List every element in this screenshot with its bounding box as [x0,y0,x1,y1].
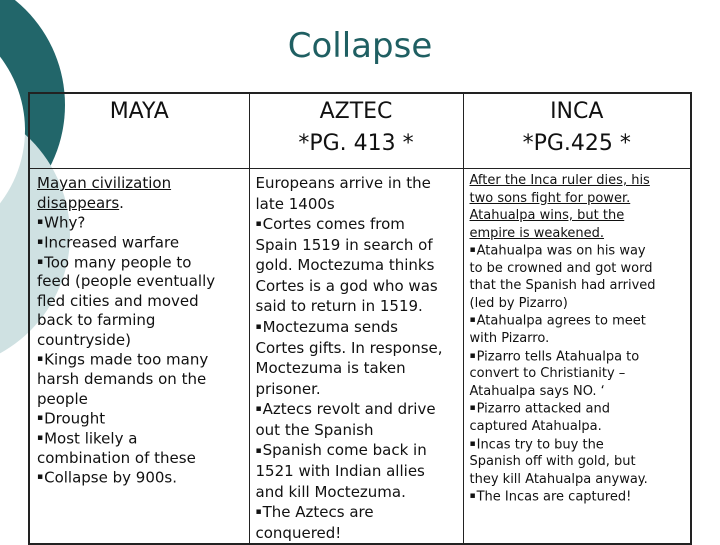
content-row [29,169,691,545]
inca-bullet-item: ▪Pizarro tells Atahualpa to [469,348,640,364]
header-maya [29,93,249,169]
inca-line: (led by Pizarro) [469,295,568,311]
bullet-icon: ▪ [37,432,44,443]
aztec-cell [249,169,463,545]
aztec-bullet-item: ▪Moctezuma sends [255,317,398,336]
bullet-icon: ▪ [255,404,262,415]
maya-line: harsh demands on the [37,370,207,388]
bullet-icon: ▪ [469,491,476,502]
aztec-bullet-item: ▪The Aztecs are [255,503,374,521]
inca-bullet-item: ▪The Incas are captured! [469,489,632,505]
aztec-line: Spain 1519 in search of [255,235,433,254]
maya-cell [29,169,249,545]
aztec-line: Moctezuma is taken [255,359,406,377]
inca-line: Spanish off with gold, but [469,454,636,470]
inca-line: Atahualpa wins, but the [469,208,625,223]
header-inca-label: INCA [550,99,604,124]
maya-bullet-item: ▪Too many people to [37,252,192,271]
bullet-icon: ▪ [255,322,262,332]
aztec-line: out the Spanish [255,420,374,439]
inca-bullet-item: ▪Incas try to buy the [469,436,604,452]
maya-bullet-item: ▪Kings made too many [37,350,209,369]
aztec-line: 1521 with Indian allies [255,462,425,480]
inca-line: convert to Christianity – [469,366,626,382]
aztec-line: and kill Moctezuma. [255,482,406,501]
inca-line: to be crowned and got word [469,260,653,276]
bullet-icon: ▪ [469,403,476,414]
bullet-icon: ▪ [469,350,476,361]
bullet-icon: ▪ [37,354,44,365]
bullet-icon: ▪ [37,217,44,227]
header-aztec [249,93,463,169]
maya-bullet-item: ▪Collapse by 900s. [37,468,177,487]
inca-bullet-item: ▪Pizarro attacked and [469,401,611,417]
header-inca-page: *PG.425 * [522,131,631,156]
inca-line: two sons fight for power. [469,190,631,206]
header-maya-label: MAYA [109,99,169,124]
aztec-line: Cortes gifts. In response, [255,338,443,357]
maya-line: countryside) [37,330,131,349]
aztec-line: Europeans arrive in the [255,174,431,192]
inca-line: empire is weakened. [469,225,605,241]
bullet-icon: ▪ [469,245,476,255]
inca-line: with Pizarro. [469,331,550,346]
maya-line: disappears. [37,193,124,212]
maya-bullet-item: ▪Most likely a [37,429,138,447]
comparison-table [28,92,692,545]
header-row [29,93,691,169]
bullet-icon: ▪ [469,438,476,449]
aztec-line: late 1400s [255,194,335,213]
maya-line: people [37,389,88,408]
inca-line: After the Inca ruler dies, his [469,173,650,188]
aztec-line: Cortes is a god who was [255,276,438,295]
aztec-bullet-item: ▪Spanish come back in [255,441,427,460]
inca-line: that the Spanish had arrived [469,278,656,294]
inca-cell [463,169,691,545]
aztec-line: prisoner. [255,379,321,398]
bullet-icon: ▪ [255,507,262,518]
aztec-line: said to return in 1519. [255,297,423,316]
maya-bullet-item: ▪Drought [37,409,106,428]
slide-title: Collapse [287,26,433,66]
maya-line: fled cities and moved [37,291,199,310]
aztec-line: gold. Moctezuma thinks [255,256,435,275]
bullet-icon: ▪ [255,219,262,230]
aztec-line: conquered! [255,523,342,542]
inca-line: they kill Atahualpa anyway. [469,471,648,487]
bullet-icon: ▪ [469,315,476,326]
maya-line: combination of these [37,448,196,467]
inca-bullet-item: ▪Atahualpa agrees to meet [469,313,646,329]
bullet-icon: ▪ [37,472,44,482]
maya-bullet-item: ▪Increased warfare [37,233,180,251]
header-aztec-label: AZTEC [319,99,393,124]
bullet-icon: ▪ [255,445,262,456]
inca-line: captured Atahualpa. [469,419,602,434]
inca-bullet-item: ▪Atahualpa was on his way [469,243,646,259]
inca-line: Atahualpa says NO. ‘ [469,383,605,399]
header-aztec-page: *PG. 413 * [298,131,414,156]
aztec-bullet-item: ▪Aztecs revolt and drive [255,400,436,418]
header-inca [463,93,691,169]
maya-line: back to farming [37,311,156,330]
maya-line: feed (people eventually [37,272,216,291]
bullet-icon: ▪ [37,256,44,267]
aztec-bullet-item: ▪Cortes comes from [255,215,405,233]
maya-bullet-item: ▪Why? [37,213,86,232]
maya-line: Mayan civilization [37,174,172,192]
bullet-icon: ▪ [37,236,44,247]
bullet-icon: ▪ [37,413,44,423]
